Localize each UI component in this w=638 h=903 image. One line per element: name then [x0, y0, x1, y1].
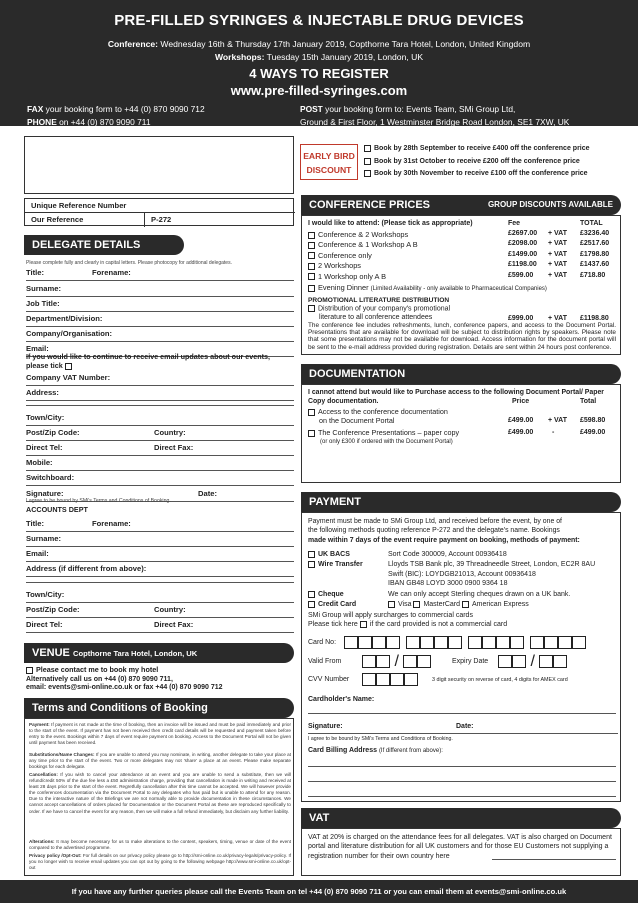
cvv-note: 3 digit security on reverse of card, 4 digits for AMEX card — [432, 677, 568, 683]
tel-row[interactable]: Direct Tel: Direct Fax: — [26, 443, 294, 456]
conference-line: Conference: Wednesday 16th & Thursday 17th January 2019, Copthorne Tara Hotel, London, United Kingdom — [107, 39, 531, 49]
price-checkbox[interactable] — [308, 252, 315, 259]
card-digit-box[interactable] — [496, 636, 510, 649]
terms-payment: Payment: If payment is not made at the time of booking, then an invoice will be issued and must be paid immediately and prior to the start of the event. If payment has not been received then credit card details will be requested and payment taken before entry to the event. Bookings within 7 days of event require payment on booking. Access to the Document Portal will not be given until payment has been received. — [29, 722, 291, 746]
wire-details: Lloyds TSB Bank plc, 39 Threadneedle Street, London, EC2R 8AU Swift (BIC): LOYDGB21013, Account 00936418 IBAN GB48 LOYD 3000 0900 9364 18 — [388, 561, 596, 588]
prices-attend: I would like to attend: (Please tick as appropriate) — [308, 220, 473, 227]
price-vat: + VAT — [548, 230, 567, 237]
updates-optin[interactable]: If you would like to continue to receive email updates about our events, please tick — [26, 352, 271, 370]
prices-fee-head: Fee — [508, 220, 521, 227]
workshops-line: Workshops: Tuesday 15th January 2019, London, UK — [214, 52, 424, 62]
mastercard-checkbox[interactable] — [413, 601, 420, 608]
price-total: £1798.80 — [580, 250, 610, 258]
fax-phone-info: FAX your booking form to +44 (0) 870 9090 712 PHONE on +44 (0) 870 9090 711 — [27, 104, 205, 127]
documentation-box — [301, 384, 621, 483]
card-number-boxes[interactable] — [344, 634, 592, 652]
early-bird-checkbox-2[interactable] — [364, 158, 371, 165]
website-link[interactable]: www.pre-filled-syringes.com — [230, 83, 408, 98]
billing-line-2 — [308, 781, 616, 782]
vat-text: VAT at 20% is charged on the attendance fees for all delegates. VAT is also charged on Document portal and literature distribution for all UK customers and for those EU Customers not supplying a registration number for their own country here — [308, 834, 612, 860]
early-bird-badge: EARLY BIRD DISCOUNT — [300, 144, 358, 180]
price-fee: £2697.00 — [508, 230, 538, 237]
price-total: £718.80 — [580, 271, 606, 279]
card-digit-box[interactable] — [558, 636, 572, 649]
price-total: £2517.60 — [580, 240, 610, 248]
acc-postcode-row[interactable]: Post/Zip Code: Country: — [26, 605, 294, 618]
valid-from-label: Valid From — [308, 658, 342, 665]
promo-vat: + VAT — [548, 315, 567, 322]
promo-distribution[interactable]: Distribution of your company's promotional literature to all conference attendees — [308, 305, 508, 322]
evening-dinner[interactable]: Evening Dinner (Limited Availability - only available to Pharmaceutical Companies) — [308, 283, 618, 295]
doc2-vat: - — [552, 429, 555, 436]
card-types[interactable]: Visa MasterCard American Express — [388, 600, 618, 610]
price-vat: + VAT — [548, 271, 567, 279]
payment-agree: I agree to be bound by SMi's Terms and Conditions of Booking. — [308, 736, 453, 742]
promo-total: £1198.80 — [580, 315, 609, 322]
doc2-total: £499.00 — [580, 429, 606, 436]
card-digit-box[interactable] — [572, 636, 586, 649]
payment-header: PAYMENT — [301, 492, 621, 512]
venue-email: email: events@smi-online.co.uk or fax +44 (0) 870 9090 712 — [26, 684, 223, 691]
acc-surname-field[interactable]: Surname: — [26, 534, 294, 547]
post-info: POST your booking form to: Events Team, SMi Group Ltd, Ground & First Floor, 1 Westminster Bridge Road London, SE1 7XW, UK — [300, 104, 570, 127]
card-digit-box[interactable] — [434, 636, 448, 649]
price-fee: £1499.00 — [508, 250, 538, 258]
price-row[interactable]: Conference & 1 Workshop A B £2098.00 + VAT £2517.60 — [308, 240, 618, 250]
terms-alterations: Alterations: It may become necessary for us to make alterations to the content, speakers, timing, venue or date of the event compared to the advertised programme. — [29, 839, 291, 851]
price-vat: + VAT — [548, 250, 567, 258]
vat-number-field[interactable]: Company VAT Number: — [26, 373, 294, 386]
postcode-row[interactable]: Post/Zip Code: Country: — [26, 428, 294, 441]
terms-agree-note: I agree to be bound by SMi's Terms and Conditions of Booking. — [26, 498, 171, 504]
card-digit-box[interactable] — [468, 636, 482, 649]
payment-intro: Payment must be made to SMi Group Ltd, and received before the event, by one of the following methods quoting reference P-272 and the delegate's name. Bookings made within 7 days of the event require payment on booking, methods of payment: — [308, 518, 580, 544]
venue-call: Alternatively call us on +44 (0) 870 9090 711, — [26, 676, 173, 683]
terms-cancellation: Cancellation: If you wish to cancel your attendance at an event and you are unable to send a substitute, then we will refund/credit 50% of the due fee less a £50 administration charge, providing that cancellation is made in writing and received at least 28 days prior to the start of the event. Regretfully cancellation after this time cannot be accepted. We will however provide the conferences documentation via the Document Portal to any delegates who has paid but is unable to attend for any reason. Due to the interactive nature of the Briefings we are not normally able to provide documentation in these circumstances. We cannot accept cancellations of orders placed for Documentation or the Document Portal as these are reproduced specifically to order. If we have to cancel the event for any reason, then we will make a full refund immediately, but disclaim any further liability. — [29, 772, 291, 814]
prices-total-head: TOTAL — [580, 220, 603, 227]
prices-header: CONFERENCE PRICES GROUP DISCOUNTS AVAILABLE — [301, 195, 621, 215]
acc-title-row[interactable]: Title: Forename: — [26, 519, 294, 532]
early-bird-checkbox-3[interactable] — [364, 170, 371, 177]
promo-checkbox[interactable] — [308, 305, 315, 312]
card-digit-box[interactable] — [530, 636, 544, 649]
price-fee: £2098.00 — [508, 240, 538, 248]
billing-line-1 — [308, 766, 616, 767]
acc-address-field[interactable]: Address (if different from above): — [26, 564, 294, 577]
updates-checkbox[interactable] — [65, 363, 72, 370]
card-no-label: Card No: — [308, 639, 337, 646]
doc-option-2[interactable]: The Conference Presentations – paper copy — [308, 428, 508, 438]
doc2-price: £499.00 — [508, 429, 534, 436]
promo-fee: £999.00 — [508, 315, 534, 322]
email-field[interactable]: Email: — [26, 344, 294, 357]
ukbacs-checkbox[interactable] — [308, 551, 315, 558]
hotel-contact[interactable]: Please contact me to book my hotel — [26, 665, 294, 675]
header-band — [0, 0, 638, 126]
card-digit-box[interactable] — [482, 636, 496, 649]
card-digit-box[interactable] — [372, 636, 386, 649]
terms-substitutions: Substitutions/Name Changes: If you are unable to attend you may nominate, in writing, another delegate to take your place at any time prior to the start of the event. Two or more delegates may not 'share' a place at an event. Please make separate bookings for each delegate. — [29, 752, 292, 770]
signature-row[interactable]: Signature: Date: — [26, 489, 294, 502]
card-digit-box[interactable] — [420, 636, 434, 649]
doc-intro: I cannot attend but would like to Purchase access to the following Document Portal/ Paper Copy documentation. — [308, 389, 604, 405]
delegate-details-header: DELEGATE DETAILS — [24, 235, 184, 255]
ukbacs-option[interactable]: UK BACS — [308, 550, 350, 560]
acc-town-field[interactable]: Town/City: — [26, 590, 294, 603]
price-row[interactable]: Conference & 2 Workshops £2697.00 + VAT £3236.40 — [308, 230, 618, 240]
promo-head: PROMOTIONAL LITERATURE DISTRIBUTION — [308, 297, 450, 304]
doc1-vat: + VAT — [548, 417, 567, 424]
acc-tel-row[interactable]: Direct Tel: Direct Fax: — [26, 620, 294, 633]
wire-option[interactable]: Wire Transfer — [308, 560, 363, 570]
company-field[interactable]: Company/Organisation: — [26, 329, 294, 342]
price-checkbox[interactable] — [308, 232, 315, 239]
card-digit-box[interactable] — [386, 636, 400, 649]
acc-email-field[interactable]: Email: — [26, 549, 294, 562]
documentation-header: DOCUMENTATION — [301, 364, 621, 384]
address-line — [26, 405, 294, 406]
cheque-checkbox[interactable] — [308, 591, 315, 598]
commercial-card-checkbox[interactable] — [360, 621, 367, 628]
price-fee: £1198.00 — [508, 261, 537, 269]
doc1-price: £499.00 — [508, 417, 534, 424]
reference-box — [24, 198, 294, 226]
expiry-label: Expiry Date — [452, 658, 489, 665]
early-bird-option-2[interactable]: Book by 31st October to receive £200 off the conference price — [364, 157, 624, 167]
price-row[interactable]: 2 Workshops £1198.00 + VAT £1437.60 — [308, 261, 618, 271]
department-field[interactable]: Department/Division: — [26, 314, 294, 327]
price-total: £1437.60 — [580, 261, 610, 269]
amex-checkbox[interactable] — [462, 601, 469, 608]
prices-box — [301, 215, 621, 355]
cheque-option[interactable]: Cheque — [308, 590, 344, 600]
commercial-card-tick[interactable]: Please tick here if the card provided is not a commercial card — [308, 621, 508, 628]
doc-price-head: Price — [512, 398, 530, 405]
ukbacs-details: Sort Code 300009, Account 00936418 — [388, 551, 507, 558]
unique-ref-label: Unique Reference Number — [25, 199, 295, 213]
promo-text: The conference fee includes refreshments, lunch, conference papers, and access to the Document Portal. Presentations that are available for download will be subject to distribution rights by speakers. Please note that some presentations may not be available for download. Access information for the document portal will be sent to the e-mail address provided during registration. Details are sent within 24 hours post conference. — [308, 322, 616, 351]
delegate-note: Please complete fully and clearly in capital letters. Please photocopy for additional delegates. — [26, 260, 232, 266]
card-digit-box[interactable] — [344, 636, 358, 649]
cheque-details: We can only accept Sterling cheques drawn on a UK bank. — [388, 591, 571, 598]
card-digit-box[interactable] — [448, 636, 462, 649]
doc-option-1[interactable]: Access to the conference documentation on the Document Portal — [308, 407, 508, 425]
price-checkbox[interactable] — [308, 242, 315, 249]
card-digit-box[interactable] — [406, 636, 420, 649]
price-checkbox[interactable] — [308, 263, 315, 270]
price-row[interactable]: Conference only £1499.00 + VAT £1798.80 — [308, 251, 618, 261]
early-bird-checkbox-1[interactable] — [364, 145, 371, 152]
terms-box — [24, 718, 294, 876]
visa-checkbox[interactable] — [388, 601, 395, 608]
hotel-checkbox[interactable] — [26, 667, 33, 674]
title-row[interactable]: Title: Forename: — [26, 268, 294, 281]
cardholder-line — [308, 713, 616, 714]
vat-box — [301, 828, 621, 876]
surname-field[interactable]: Surname: — [26, 284, 294, 297]
doc-total-head: Total — [580, 398, 597, 405]
payment-signature-row[interactable]: Signature: Date: — [308, 722, 618, 734]
footer-band: If you have any further queries please call the Events Team on tel +44 (0) 870 9090 711 or you can email them at events@smi-online.co.uk — [0, 880, 638, 903]
price-vat: + VAT — [548, 261, 567, 269]
accounts-dept-label: ACCOUNTS DEPT — [26, 505, 88, 514]
price-total: £3236.40 — [580, 230, 610, 237]
our-ref-label: Our Reference — [25, 213, 145, 227]
billing-line-3 — [308, 796, 616, 797]
doc-checkbox-2[interactable] — [308, 430, 315, 437]
cvv-label: CVV Number — [308, 676, 350, 683]
terms-header: Terms and Conditions of Booking — [24, 698, 294, 718]
price-vat: + VAT — [548, 240, 567, 248]
town-field[interactable]: Town/City: — [26, 413, 294, 426]
wire-checkbox[interactable] — [308, 561, 315, 568]
switchboard-field[interactable]: Switchboard: — [26, 473, 294, 486]
early-bird-option-3[interactable]: Book by 30th November to receive £100 off the conference price — [364, 169, 624, 179]
card-digit-box[interactable] — [358, 636, 372, 649]
cardholder-name[interactable]: Cardholder's Name: — [308, 696, 375, 703]
page-title: PRE-FILLED SYRINGES & INJECTABLE DRUG DEVICES — [114, 12, 524, 29]
cvv-boxes[interactable] — [362, 671, 418, 689]
address-field[interactable]: Address: — [26, 388, 294, 401]
ways-to-register: 4 WAYS TO REGISTER — [249, 66, 389, 81]
doc2-note: (or only £300 if ordered with the Document Portal) — [320, 439, 453, 445]
evening-checkbox[interactable] — [308, 285, 315, 292]
valid-from-boxes[interactable]: / — [362, 653, 431, 671]
early-bird-box — [300, 136, 620, 186]
our-ref-value: P-272 — [151, 215, 172, 224]
mobile-field[interactable]: Mobile: — [26, 458, 294, 471]
address-label-box — [24, 136, 294, 194]
doc-checkbox-1[interactable] — [308, 409, 315, 416]
early-bird-option-1[interactable]: Book by 28th September to receive £400 off the conference price — [364, 144, 624, 154]
expiry-boxes[interactable]: / — [498, 653, 567, 671]
terms-privacy: Privacy policy /Opt-Out: For full details on our privacy policy please go to http://smi-online.co.uk/privacy-legals/privacy-policy. If you no longer wish to receive email updates you can opt out by going to the following webpage http://www.smi-online.co.uk/opt-out — [29, 853, 291, 871]
credit-checkbox[interactable] — [308, 601, 315, 608]
card-digit-box[interactable] — [544, 636, 558, 649]
surcharge-note: SMi Group will apply surcharges to commercial cards — [308, 612, 473, 619]
acc-address-line — [26, 582, 294, 583]
doc1-total: £598.80 — [580, 417, 606, 424]
vat-number-line[interactable] — [492, 859, 616, 860]
price-checkbox[interactable] — [308, 273, 315, 280]
venue-header: VENUE Copthorne Tara Hotel, London, UK — [24, 643, 294, 663]
jobtitle-field[interactable]: Job Title: — [26, 299, 294, 312]
payment-box — [301, 512, 621, 802]
vat-header: VAT — [301, 808, 621, 828]
price-fee: £599.00 — [508, 271, 534, 279]
billing-address[interactable]: Card Billing Address (If different from above): — [308, 747, 443, 754]
card-digit-box[interactable] — [510, 636, 524, 649]
price-row[interactable]: 1 Workshop only A B £599.00 + VAT £718.80 — [308, 272, 618, 282]
credit-option[interactable]: Credit Card — [308, 600, 356, 610]
